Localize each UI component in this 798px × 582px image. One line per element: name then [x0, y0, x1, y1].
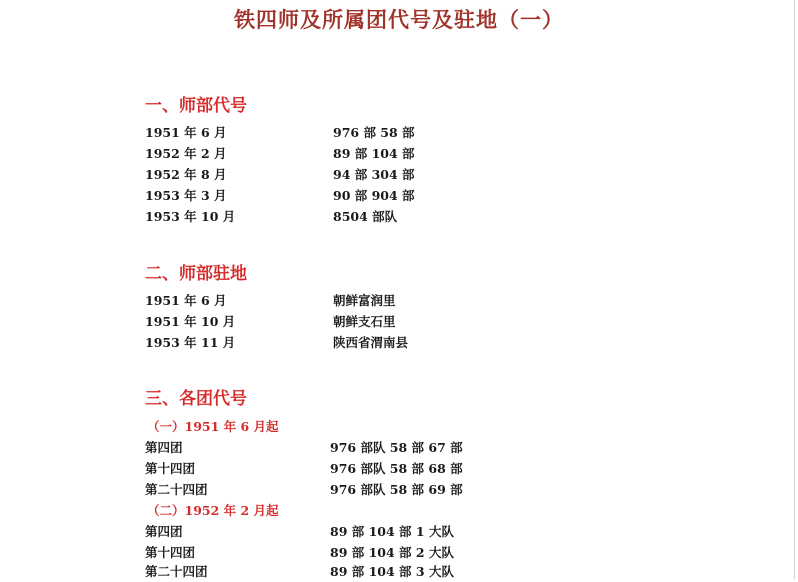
row-date: 1951 年 6 月 — [145, 125, 227, 140]
row-date: 1953 年 3 月 — [145, 188, 227, 203]
table-row — [0, 123, 798, 143]
row-code: 89 部 104 部 — [333, 146, 415, 161]
row-unit: 第四团 — [145, 524, 183, 539]
row-date: 1951 年 6 月 — [145, 293, 227, 308]
row-code: 976 部队 58 部 68 部 — [330, 461, 463, 476]
table-row — [0, 522, 798, 542]
table-row — [0, 207, 798, 227]
table-row — [0, 333, 798, 353]
table-row — [0, 480, 798, 500]
table-row — [0, 144, 798, 164]
row-code: 976 部队 58 部 69 部 — [330, 482, 463, 497]
row-unit: 第二十四团 — [145, 482, 208, 497]
table-row — [0, 562, 798, 582]
table-row — [0, 312, 798, 332]
row-code: 89 部 104 部 1 大队 — [330, 524, 454, 539]
table-row — [0, 543, 798, 563]
row-date: 1953 年 10 月 — [145, 209, 236, 224]
row-location: 陕西省渭南县 — [333, 335, 409, 350]
row-date: 1951 年 10 月 — [145, 314, 236, 329]
row-code: 89 部 104 部 3 大队 — [330, 564, 454, 579]
row-code: 8504 部队 — [333, 209, 398, 224]
row-unit: 第二十四团 — [145, 564, 208, 579]
row-date: 1952 年 8 月 — [145, 167, 227, 182]
row-code: 94 部 304 部 — [333, 167, 415, 182]
subsection-heading: （一）1951 年 6 月起 — [147, 419, 279, 434]
row-code: 976 部队 58 部 67 部 — [330, 440, 463, 455]
row-location: 朝鲜富润里 — [333, 293, 396, 308]
section-heading-division-codes: 一、师部代号 — [145, 96, 247, 116]
row-unit: 第十四团 — [145, 545, 196, 560]
table-row — [0, 291, 798, 311]
row-date: 1952 年 2 月 — [145, 146, 227, 161]
table-row — [0, 186, 798, 206]
row-date: 1953 年 11 月 — [145, 335, 236, 350]
row-location: 朝鲜支石里 — [333, 314, 396, 329]
row-code: 976 部 58 部 — [333, 125, 415, 140]
subsection-heading: （二）1952 年 2 月起 — [147, 503, 279, 518]
row-unit: 第十四团 — [145, 461, 196, 476]
table-row — [0, 438, 798, 458]
section-heading-division-location: 二、师部驻地 — [145, 264, 247, 284]
table-row — [0, 165, 798, 185]
table-row — [0, 459, 798, 479]
section-heading-regiment-codes: 三、各团代号 — [145, 389, 247, 409]
row-code: 90 部 904 部 — [333, 188, 415, 203]
row-unit: 第四团 — [145, 440, 183, 455]
document-title: 铁四师及所属团代号及驻地（一） — [234, 7, 564, 32]
row-code: 89 部 104 部 2 大队 — [330, 545, 454, 560]
